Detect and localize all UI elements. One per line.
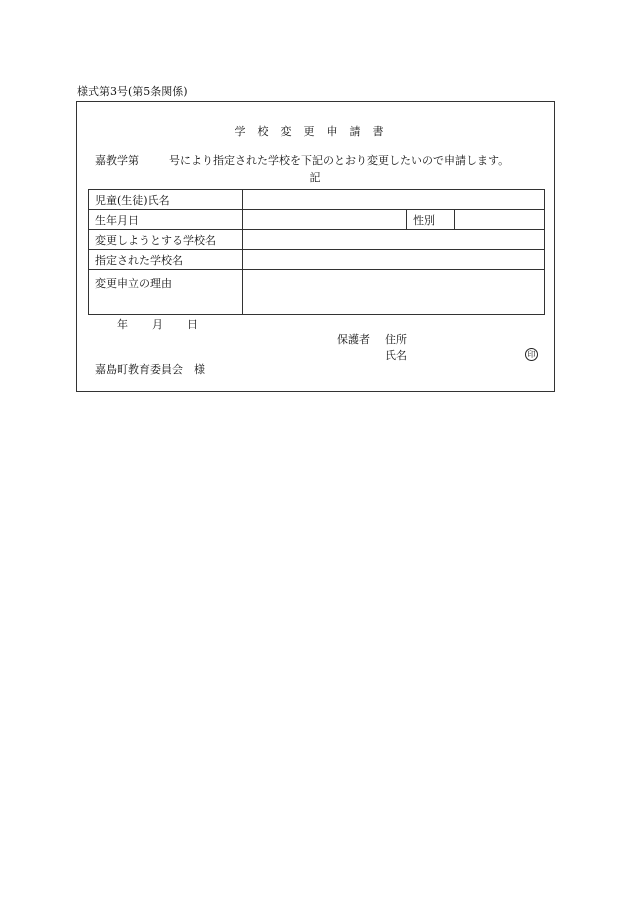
day-label: 日 <box>187 318 198 331</box>
new-school-field[interactable] <box>243 230 545 250</box>
document-title: 学校変更申請書 <box>234 125 396 138</box>
new-school-label: 変更しようとする学校名 <box>89 230 243 250</box>
intro-suffix: 号により指定された学校を下記のとおり変更したいので申請します。 <box>169 154 510 167</box>
month-label: 月 <box>152 318 163 331</box>
table-row-child-name <box>89 190 545 210</box>
table-row-birthdate <box>89 210 545 230</box>
address-label: 住所 <box>385 333 407 346</box>
designated-school-field[interactable] <box>243 250 545 270</box>
intro-prefix: 嘉教学第 <box>95 154 139 167</box>
seal-icon: 印 <box>525 348 538 361</box>
addressee: 嘉島町教育委員会 様 <box>95 363 205 376</box>
table-row-reason <box>89 270 545 315</box>
birthdate-label: 生年月日 <box>89 210 243 230</box>
year-label: 年 <box>117 318 128 331</box>
birthdate-field[interactable] <box>243 210 407 230</box>
designated-school-label: 指定された学校名 <box>89 250 243 270</box>
gender-label: 性別 <box>407 210 455 230</box>
reason-label: 変更申立の理由 <box>89 270 243 315</box>
reason-field[interactable] <box>243 270 545 315</box>
intro-sentence <box>95 155 509 166</box>
table-row-new-school <box>89 230 545 250</box>
name-label: 氏名 <box>385 349 407 362</box>
child-name-field[interactable] <box>243 190 545 210</box>
ki-heading: 記 <box>309 171 321 184</box>
date-line <box>117 319 198 330</box>
gender-field[interactable] <box>455 210 545 230</box>
table-row-designated-school <box>89 250 545 270</box>
form-number: 様式第3号(第5条関係) <box>77 85 188 98</box>
child-name-label: 児童(生徒)氏名 <box>89 190 243 210</box>
application-table <box>88 189 545 315</box>
guardian-label: 保護者 <box>337 333 370 346</box>
